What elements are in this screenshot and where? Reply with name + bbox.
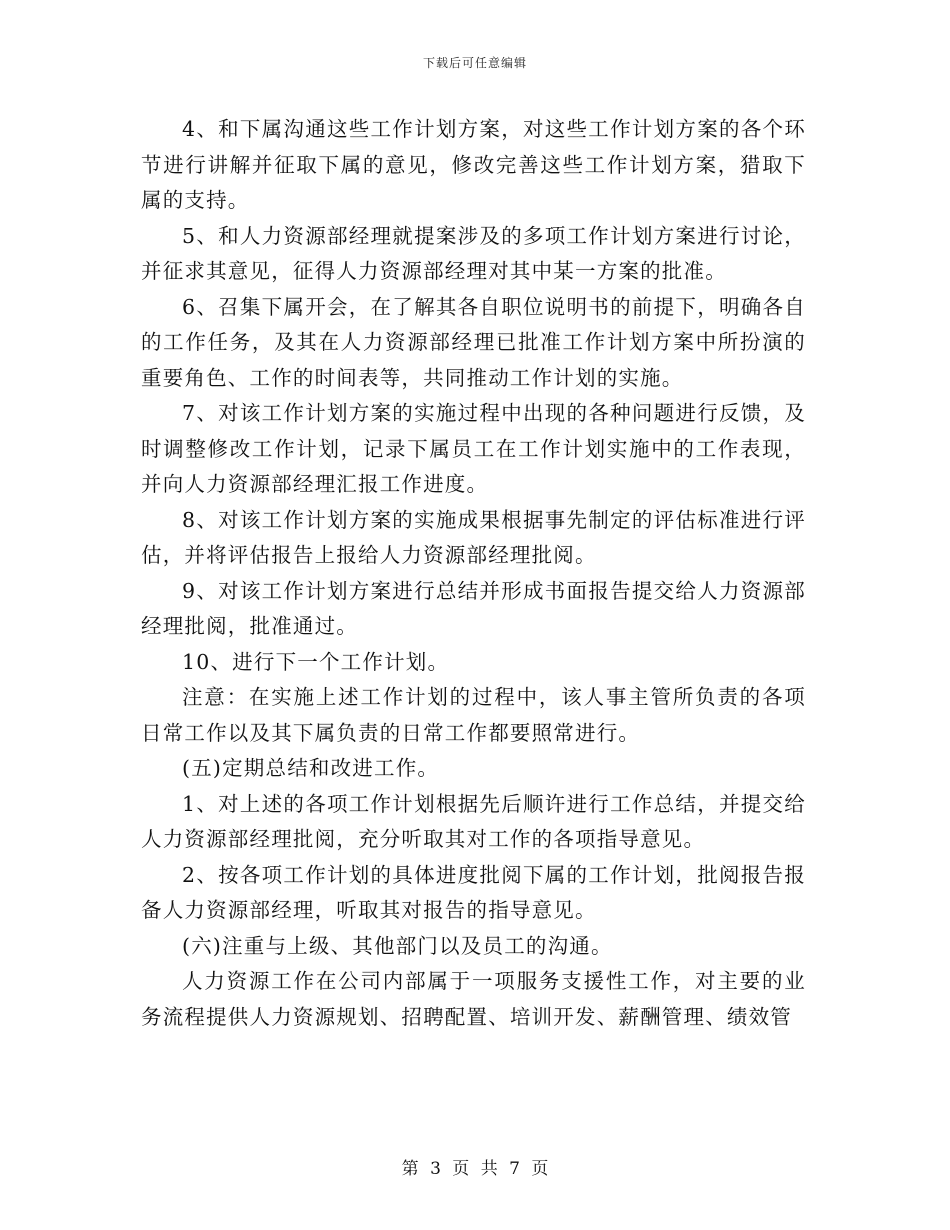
document-body: [141, 112, 806, 1035]
page-number: 第 3 页 共 7 页: [401, 1159, 549, 1179]
paragraph: 2、按各项工作计划的具体进度批阅下属的工作计划，批阅报告报备人力资源部经理，听取其对报告的指导意见。: [141, 862, 806, 922]
paragraph: 1、对上述的各项工作计划根据先后顺许进行工作总结，并提交给人力资源部经理批阅，充分听取其对工作的各项指导意见。: [141, 791, 806, 851]
section-heading: (六)注重与上级、其他部门以及员工的沟通。: [182, 933, 613, 958]
page-header: 下载后可任意编辑: [422, 56, 527, 70]
paragraph: 5、和人力资源部经理就提案涉及的多项工作计划方案进行讨论，并征求其意见，征得人力资源部经理对其中某一方案的批准。: [141, 223, 806, 283]
section-heading: (五)定期总结和改进工作。: [182, 756, 440, 780]
paragraph: 10、进行下一个工作计划。: [182, 649, 450, 674]
paragraph: 人力资源工作在公司内部属于一项服务支援性工作，对主要的业务流程提供人力资源规划、招聘配置、培训开发、薪酬管理、绩效管: [141, 969, 806, 1029]
paragraph: 9、对该工作计划方案进行总结并形成书面报告提交给人力资源部经理批阅，批准通过。: [141, 578, 806, 638]
paragraph: 4、和下属沟通这些工作计划方案，对这些工作计划方案的各个环节进行讲解并征取下属的意见，修改完善这些工作计划方案，猎取下属的支持。: [141, 117, 806, 212]
paragraph: 注意：在实施上述工作计划的过程中，该人事主管所负责的各项日常工作以及其下属负责的日常工作都要照常进行。: [141, 685, 806, 745]
paragraph: 7、对该工作计划方案的实施过程中出现的各种问题进行反馈，及时调整修改工作计划，记录下属员工在工作计划实施中的工作表现，并向人力资源部经理汇报工作进度。: [141, 401, 806, 496]
paragraph: 6、召集下属开会，在了解其各自职位说明书的前提下，明确各自的工作任务，及其在人力资源部经理已批准工作计划方案中所扮演的重要角色、工作的时间表等，共同推动工作计划的实施。: [141, 294, 806, 390]
paragraph: 8、对该工作计划方案的实施成果根据事先制定的评估标准进行评估，并将评估报告上报给人力资源部经理批阅。: [141, 507, 806, 567]
